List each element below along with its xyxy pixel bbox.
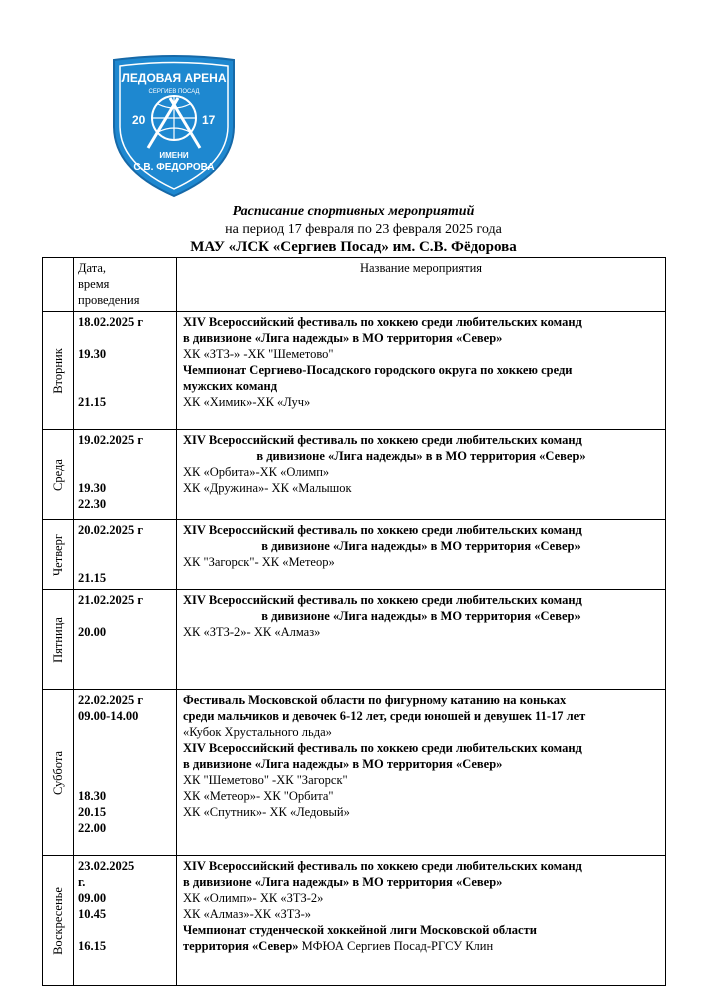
header-date-cell [74,258,177,312]
events-cell [177,690,666,856]
event-line: в дивизионе «Лига надежды» в МО территория «Север» [183,331,503,345]
day-label: Пятница [51,616,65,663]
event-time: 16.15 [78,939,107,953]
events-cell [177,312,666,430]
schedule-table [42,257,666,986]
day-cell [43,690,74,856]
event-line-rest-part: МФЮА Сергиев Посад-РГСУ Клин [298,939,494,953]
event-time: 18.30 [78,789,107,803]
events-cell [177,430,666,520]
event-time [78,756,172,772]
event-time: 09.00-14.00 [78,709,139,723]
day-cell [43,856,74,986]
logo-line2: СЕРГИЕВ ПОСАД [148,89,200,95]
logo-year-right: 17 [202,113,216,127]
day-label: Вторник [51,347,65,394]
event-time: 22.30 [78,497,107,511]
event-line: ХК «Орбита»-ХК «Олимп» [183,465,330,479]
event-time [78,554,172,570]
event-time: 21.15 [78,395,107,409]
event-line: ХК «ЗТЗ-2»- ХК «Алмаз» [183,625,321,639]
event-time: 19.30 [78,481,107,495]
event-time: 20.00 [78,625,107,639]
header-date-line: Дата, [78,261,107,275]
event-line: в дивизионе «Лига надежды» в МО территория «Север» [261,609,581,623]
logo-line1: ЛЕДОВАЯ АРЕНА [121,71,227,85]
event-line: ХК «Метеор»- ХК "Орбита" [183,789,334,803]
event-line: XIV Всероссийский фестиваль по хоккею среди любительских команд [183,593,582,607]
events-cell [177,520,666,590]
event-time [78,464,172,480]
table-header-row [43,258,666,312]
event-line: в дивизионе «Лига надежды» в МО территория «Север» [261,539,581,553]
header-day-cell [43,258,74,312]
event-line: XIV Всероссийский фестиваль по хоккею среди любительских команд [183,859,582,873]
event-time: 21.15 [78,571,107,585]
event-time [78,922,172,938]
event-line: ХК "Шеметово" -ХК "Загорск" [183,773,348,787]
document-header [0,203,707,256]
event-line: ХК "Загорск"- ХК «Метеор» [183,555,335,569]
event-line-bold-part: территория «Север» [183,939,299,953]
event-line: ХК «Дружина»- ХК «Малышок [183,481,352,495]
event-line: XIV Всероссийский фестиваль по хоккею среди любительских команд [183,433,582,447]
event-line: среди мальчиков и девочек 6-12 лет, среди юношей и девушек 11-17 лет [183,709,586,723]
event-time [78,740,172,756]
event-line: ХК «Алмаз»-ХК «ЗТЗ-» [183,907,312,921]
schedule-title: Расписание спортивных мероприятий [232,204,475,219]
event-line: Чемпионат студенческой хоккейной лиги Московской области [183,923,537,937]
event-line: XIV Всероссийский фестиваль по хоккею среди любительских команд [183,741,582,755]
event-line: в дивизионе «Лига надежды» в в МО территория «Север» [256,449,586,463]
event-time [78,448,172,464]
table-row [43,590,666,690]
event-line: ХК «Химик»-ХК «Луч» [183,395,311,409]
day-label: Четверг [51,533,65,576]
date-cell [74,312,177,430]
organization-name: МАУ «ЛСК «Сергиев Посад» им. С.В. Фёдорова [190,239,517,255]
day-cell [43,430,74,520]
events-cell [177,590,666,690]
event-line: в дивизионе «Лига надежды» в МО территория «Север» [183,875,503,889]
event-line: Фестиваль Московской области по фигурному катанию на коньках [183,693,567,707]
event-time: 22.00 [78,821,107,835]
event-time [78,538,172,554]
table-row [43,520,666,590]
event-time [78,724,172,740]
event-time [78,330,172,346]
event-time: 19.30 [78,347,107,361]
events-cell [177,856,666,986]
table-row [43,430,666,520]
date-cell [74,590,177,690]
event-date: 22.02.2025 г [78,693,144,707]
event-time [78,378,172,394]
header-date-line: проведения [78,293,140,307]
event-date: 23.02.2025 [78,859,135,873]
date-cell [74,856,177,986]
logo-line3: ИМЕНИ [159,151,189,160]
day-cell [43,590,74,690]
logo-year-left: 20 [132,113,146,127]
event-line: XIV Всероссийский фестиваль по хоккею среди любительских команд [183,315,582,329]
event-time: 09.00 [78,891,107,905]
event-date: 19.02.2025 г [78,433,144,447]
day-cell [43,312,74,430]
schedule-period: на период 17 февраля по 23 февраля 2025 года [225,222,502,237]
event-line: «Кубок Хрустального льда» [183,725,332,739]
day-label: Суббота [51,750,65,795]
table-row [43,690,666,856]
header-date-line: время [78,277,110,291]
event-date-suffix: г. [78,875,86,889]
day-cell [43,520,74,590]
table-row [43,856,666,986]
day-label: Среда [51,458,65,491]
date-cell [74,430,177,520]
event-line [183,938,659,954]
event-line: мужских команд [183,379,278,393]
event-date: 18.02.2025 г [78,315,144,329]
event-time: 20.15 [78,805,107,819]
day-label: Воскресенье [51,886,65,955]
event-line: ХК «ЗТЗ-» -ХК "Шеметово" [183,347,334,361]
event-time: 10.45 [78,907,107,921]
event-date: 21.02.2025 г [78,593,144,607]
date-cell [74,690,177,856]
table-row [43,312,666,430]
event-time [78,772,172,788]
logo-line4: С.В. ФЕДОРОВА [133,162,215,173]
event-time [78,608,172,624]
event-line: в дивизионе «Лига надежды» в МО территория «Север» [183,757,503,771]
event-line: Чемпионат Сергиево-Посадского городского округа по хоккею среди [183,363,573,377]
event-line: ХК «Спутник»- ХК «Ледовый» [183,805,350,819]
header-name-cell: Название мероприятия [177,258,666,312]
event-line: ХК «Олимп»- ХК «ЗТЗ-2» [183,891,324,905]
date-cell [74,520,177,590]
event-time [78,362,172,378]
event-date: 20.02.2025 г [78,523,144,537]
event-line: XIV Всероссийский фестиваль по хоккею среди любительских команд [183,523,582,537]
arena-logo [108,52,240,198]
